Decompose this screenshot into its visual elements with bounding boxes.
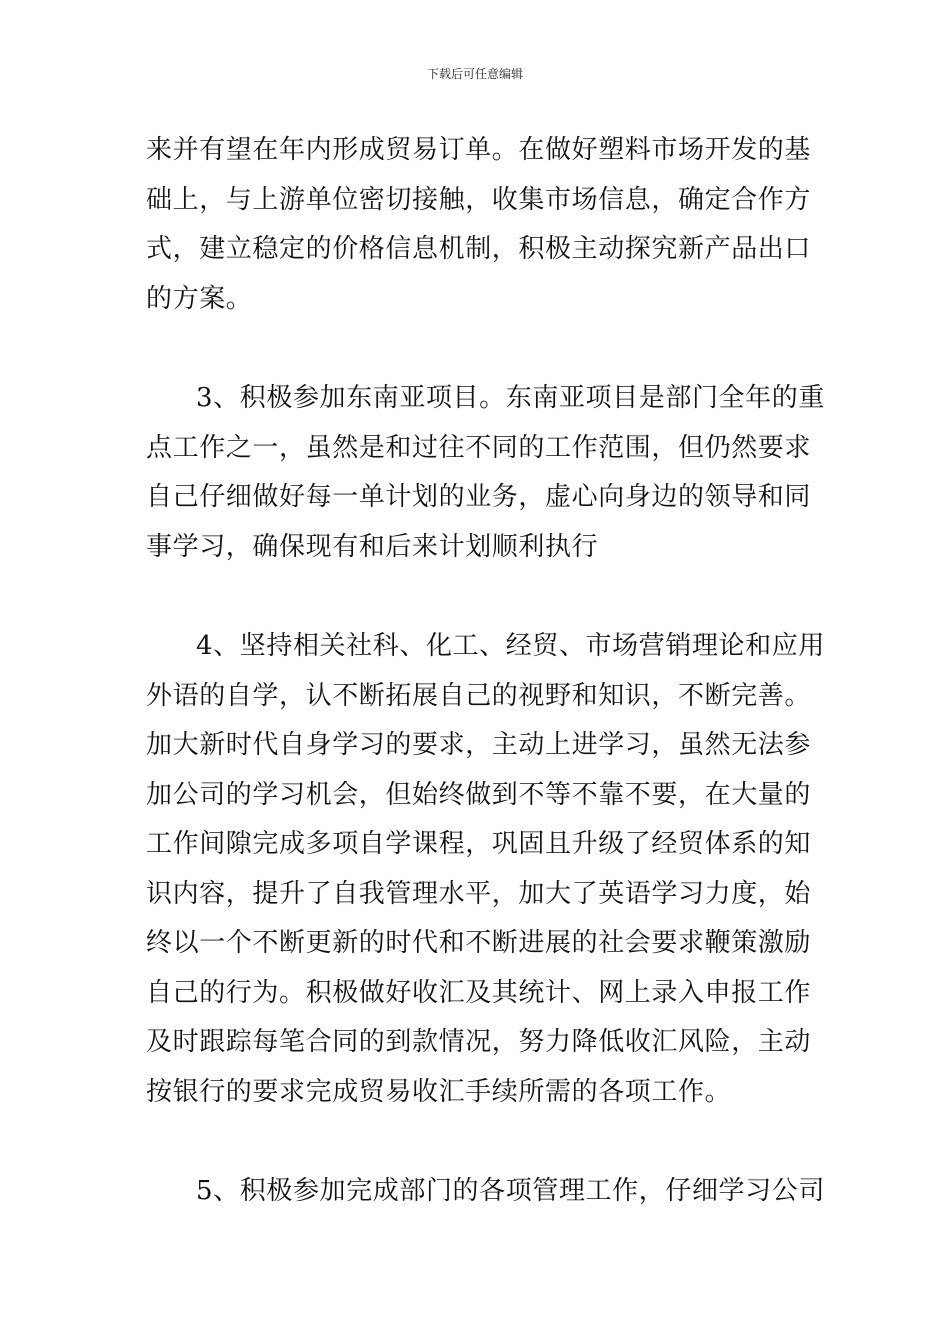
text-line: 外语的自学，认不断拓展自己的视野和知识，不断完善。 bbox=[146, 681, 812, 711]
text-line: 终以一个不断更新的时代和不断进展的社会要求鞭策激励 bbox=[146, 928, 812, 958]
text-line: 来并有望在年内形成贸易订单。在做好塑料市场开发的基 bbox=[146, 135, 812, 165]
text-line: 5、积极参加完成部门的各项管理工作，仔细学习公司 bbox=[196, 1176, 825, 1206]
text-line: 4、坚持相关社科、化工、经贸、市场营销理论和应用 bbox=[196, 631, 825, 661]
text-line: 3、积极参加东南亚项目。东南亚项目是部门全年的重 bbox=[196, 383, 825, 413]
text-line: 自己的行为。积极做好收汇及其统计、网上录入申报工作 bbox=[146, 978, 812, 1008]
text-line: 自己仔细做好每一单计划的业务，虚心向身边的领导和同 bbox=[146, 482, 812, 512]
text-line: 及时跟踪每笔合同的到款情况，努力降低收汇风险，主动 bbox=[146, 1027, 812, 1057]
text-line: 加大新时代自身学习的要求，主动上进学习，虽然无法参 bbox=[146, 730, 812, 760]
page-header: 下载后可任意编辑 bbox=[426, 67, 523, 81]
text-line: 加公司的学习机会，但始终做到不等不靠不要，在大量的 bbox=[146, 780, 812, 810]
text-line: 识内容，提升了自我管理水平，加大了英语学习力度，始 bbox=[146, 879, 812, 909]
text-line: 的方案。 bbox=[146, 284, 253, 314]
text-line: 事学习，确保现有和后来计划顺利执行 bbox=[146, 532, 599, 562]
text-line: 式，建立稳定的价格信息机制，积极主动探究新产品出口 bbox=[146, 234, 812, 264]
text-line: 按银行的要求完成贸易收汇手续所需的各项工作。 bbox=[146, 1077, 732, 1107]
text-line: 点工作之一，虽然是和过往不同的工作范围，但仍然要求 bbox=[146, 433, 812, 463]
text-line: 础上，与上游单位密切接触，收集市场信息，确定合作方 bbox=[146, 185, 812, 215]
text-line: 工作间隙完成多项自学课程，巩固且升级了经贸体系的知 bbox=[146, 829, 812, 859]
